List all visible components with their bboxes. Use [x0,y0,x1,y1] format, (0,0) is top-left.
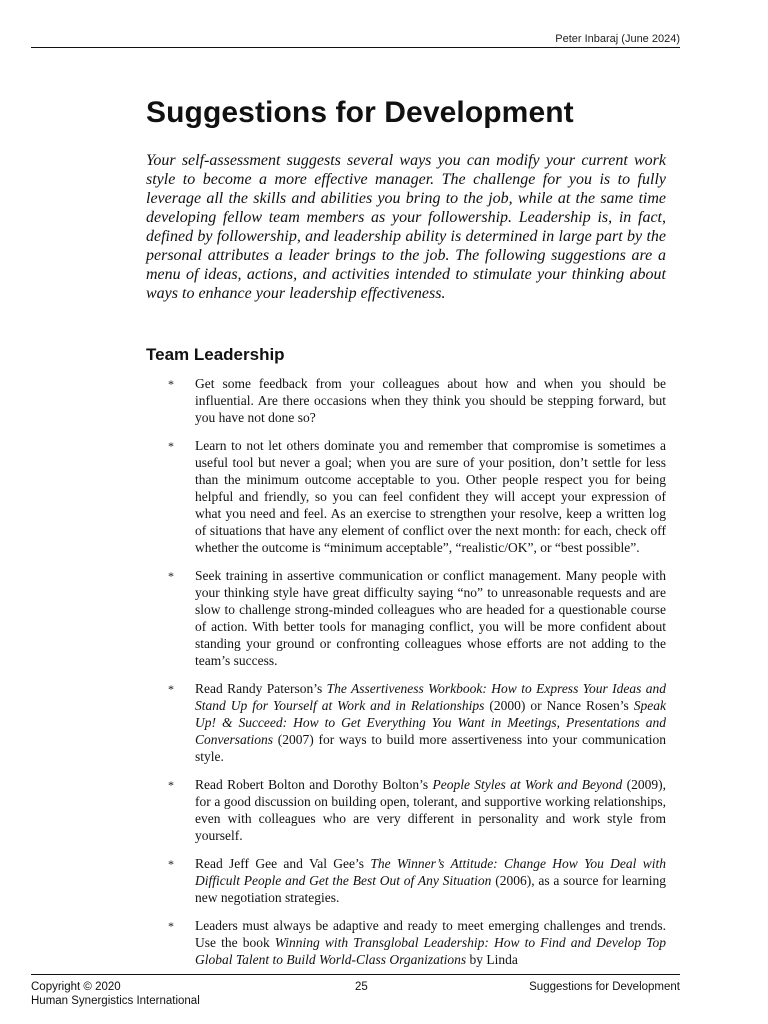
section-title: Team Leadership [146,345,285,364]
suggestion-item [166,776,666,844]
suggestion-text: Leaders must always be adaptive and ready to meet emerging challenges and trends. Use the book [195,918,666,950]
suggestion-text: Read Randy Paterson’s [195,681,327,696]
suggestion-item [166,375,666,426]
suggestion-text: Learn to not let others dominate you and remember that compromise is sometimes a useful tool but never a goal; when you are sure of your position, don’t settle for less than the minimum outcome acceptable to you. Other people respect you for being helpful and friendly, so you can feel confident they will accept your expression of what you need and feel. As an exercise to strengthen your resolve, keep a written log of situations that have any element of conflict over the next month: for each, check off whether the outcome is “minimum acceptable”, “realistic/OK”, or “best possible”. [195,438,666,555]
header-rule [31,47,680,48]
suggestion-text: Read Jeff Gee and Val Gee’s [195,856,371,871]
suggestion-text: (2009), for a good discussion on building open, tolerant, and supportive working relationships, even with colleagues who are very different in personality and work style from yourself. [195,777,666,843]
suggestion-text: Get some feedback from your colleagues about how and when you should be influential. Are there occasions when they think you should be stepping forward, but you have not done so? [195,376,666,425]
page-number: 25 [355,981,368,993]
bullet-asterisk: * [168,919,174,933]
book-title: Winning with Transglobal Leadership: How to Find and Develop Top Global Talent to Build World-Class Organizations [195,935,666,967]
footer-organization: Human Synergistics International [31,995,200,1007]
suggestion-text: (2007) for ways to build more assertiveness into your communication style. [195,732,666,764]
bullet-asterisk: * [168,377,174,391]
suggestion-item [166,680,666,765]
bullet-asterisk: * [168,569,174,583]
bullet-asterisk: * [168,682,174,696]
running-header: Peter Inbaraj (June 2024) [555,33,680,45]
book-title: The Assertiveness Workbook: How to Express Your Ideas and Stand Up for Yourself at Work and in Relationships [195,681,666,713]
suggestion-text: (2006), as a source for learning new negotiation strategies. [195,873,667,905]
suggestion-text: Read Robert Bolton and Dorothy Bolton’s [195,777,433,792]
suggestion-item [166,855,666,906]
suggestion-text: (2000) or Nance Rosen’s [484,698,634,713]
footer-copyright: Copyright © 2020 [31,981,121,993]
suggestion-text: Seek training in assertive communication or conflict management. Many people with your thinking style have great difficulty saying “no” to unreasonable requests and are slow to challenge strong-minded colleagues who are headed for a questionable course of action. With better tools for managing conflict, you will be more confident about standing your ground or confronting colleagues whose efforts are not adding to the team’s success. [195,568,666,668]
bullet-asterisk: * [168,778,174,792]
page-title: Suggestions for Development [146,96,574,129]
footer-rule [31,974,680,975]
suggestion-item [166,567,666,669]
book-title: The Winner’s Attitude: Change How You Deal with Difficult People and Get the Best Out of Any Situation [195,856,666,888]
suggestion-item [166,917,666,968]
suggestion-item [166,437,666,556]
bullet-asterisk: * [168,439,174,453]
intro-paragraph: Your self-assessment suggests several ways you can modify your current work style to become a more effective manager. The challenge for you is to fully leverage all the skills and abilities you bring to the job, while at the same time developing fellow team members as your followership. Leadership is, in fact, defined by followership, and leadership ability is determined in large part by the personal attributes a leader brings to the job. The following suggestions are a menu of ideas, actions, and activities intended to stimulate your thinking about ways to enhance your leadership effectiveness. [146,152,666,302]
suggestion-text: by Linda [466,952,518,967]
footer-section-title: Suggestions for Development [529,981,680,993]
suggestion-list [166,375,666,979]
bullet-asterisk: * [168,857,174,871]
book-title: Speak Up! & Succeed: How to Get Everything You Want in Meetings, Presentations and Conversations [195,698,667,747]
book-title: People Styles at Work and Beyond [432,777,623,792]
